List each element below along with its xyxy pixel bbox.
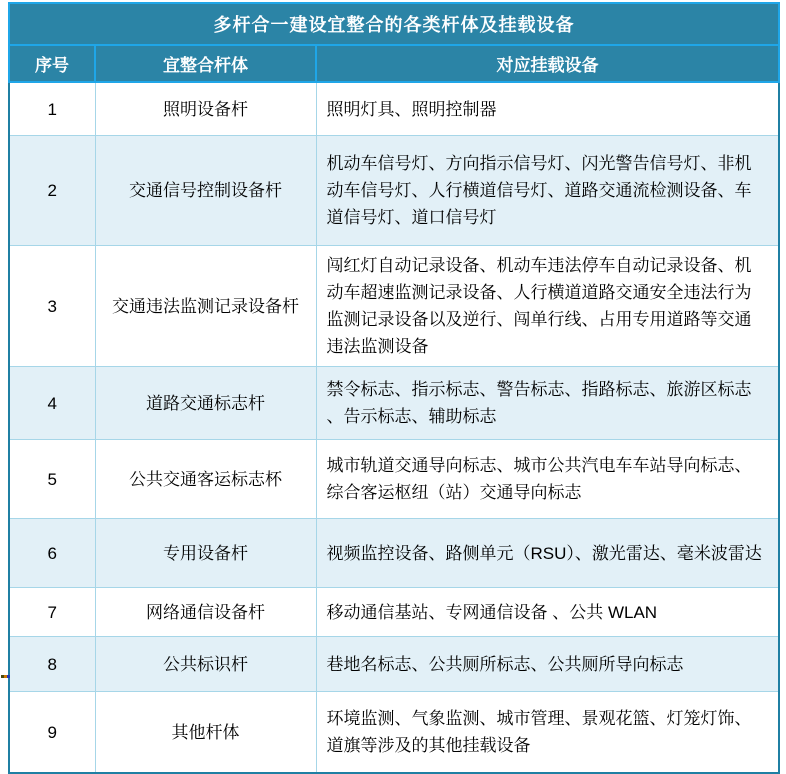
- devices-cell: 环境监测、气象监测、城市管理、景观花篮、灯笼灯饰、道旗等涉及的其他挂载设备: [316, 692, 779, 774]
- devices-cell: 移动通信基站、专网通信设备 、公共 WLAN: [316, 588, 779, 637]
- row-number-cell: 3: [9, 246, 95, 367]
- row-number-cell: 9: [9, 692, 95, 774]
- devices-cell: 照明灯具、照明控制器: [316, 82, 779, 136]
- title-row: [9, 3, 779, 45]
- row-number-cell: 7: [9, 588, 95, 637]
- table-row: [9, 519, 779, 588]
- column-header-pole: 宜整合杆体: [95, 45, 316, 82]
- column-header-row: [9, 45, 779, 82]
- devices-cell: 城市轨道交通导向标志、城市公共汽电车车站导向标志、综合客运枢纽（站）交通导向标志: [316, 440, 779, 519]
- row-number-cell: 1: [9, 82, 95, 136]
- pole-type-cell: 交通信号控制设备杆: [95, 136, 316, 246]
- row-number-cell: 8: [9, 637, 95, 692]
- devices-cell: 巷地名标志、公共厕所标志、公共厕所导向标志: [316, 637, 779, 692]
- table-row: [9, 367, 779, 440]
- devices-cell: 机动车信号灯、方向指示信号灯、闪光警告信号灯、非机动车信号灯、人行横道信号灯、道路交通流检测设备、车道信号灯、道口信号灯: [316, 136, 779, 246]
- column-header-no: 序号: [9, 45, 95, 82]
- table-row: [9, 692, 779, 774]
- table-row: [9, 588, 779, 637]
- table-row: [9, 637, 779, 692]
- pole-type-cell: 道路交通标志杆: [95, 367, 316, 440]
- pole-type-cell: 其他杆体: [95, 692, 316, 774]
- pole-type-cell: 专用设备杆: [95, 519, 316, 588]
- row-number-cell: 4: [9, 367, 95, 440]
- devices-cell: 禁令标志、指示标志、警告标志、指路标志、旅游区标志、告示标志、辅助标志: [316, 367, 779, 440]
- pixel-artifact: [1, 675, 10, 678]
- row-number-cell: 5: [9, 440, 95, 519]
- pole-type-cell: 网络通信设备杆: [95, 588, 316, 637]
- devices-cell: 闯红灯自动记录设备、机动车违法停车自动记录设备、机动车超速监测记录设备、人行横道道路交通安全违法行为监测记录设备以及逆行、闯单行线、占用专用道路等交通违法监测设备: [316, 246, 779, 367]
- table-row: [9, 440, 779, 519]
- table-title: 多杆合一建设宜整合的各类杆体及挂载设备: [9, 3, 779, 45]
- table-row: [9, 136, 779, 246]
- pole-integration-table: [8, 2, 780, 774]
- pole-type-cell: 公共交通客运标志杯: [95, 440, 316, 519]
- table-row: [9, 82, 779, 136]
- devices-cell: 视频监控设备、路侧单元（RSU）、激光雷达、毫米波雷达: [316, 519, 779, 588]
- pole-type-cell: 照明设备杆: [95, 82, 316, 136]
- table-row: [9, 246, 779, 367]
- pole-type-cell: 交通违法监测记录设备杆: [95, 246, 316, 367]
- row-number-cell: 6: [9, 519, 95, 588]
- row-number-cell: 2: [9, 136, 95, 246]
- column-header-devices: 对应挂载设备: [316, 45, 779, 82]
- pole-type-cell: 公共标识杆: [95, 637, 316, 692]
